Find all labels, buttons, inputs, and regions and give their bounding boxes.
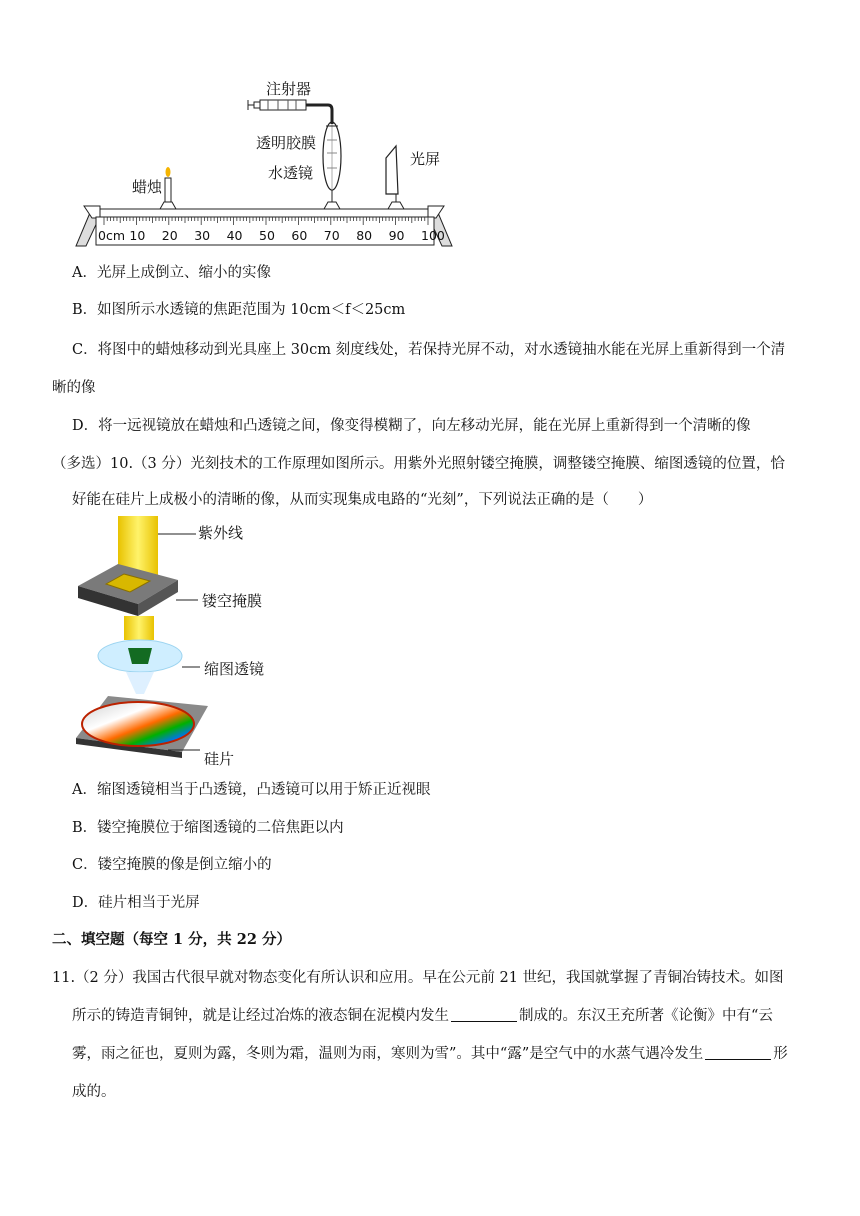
- ruler-tick-label: 60: [291, 228, 308, 243]
- q11-line3-text-a: 雾，雨之征也，夏则为露，冬则为霜，温则为雨，寒则为雪”。其中“露”是空气中的水蒸气遇冷发生: [72, 1046, 704, 1062]
- q11-blank-2[interactable]: [705, 1045, 771, 1060]
- q11-line2-text-a: 所示的铸造青铜钟，就是让经过冶炼的液态铜在泥模内发生: [72, 1008, 449, 1024]
- membrane-label: 透明胶膜: [256, 134, 317, 152]
- q11-blank-1[interactable]: [451, 1007, 517, 1022]
- ruler-tick-label: 100: [421, 228, 445, 243]
- q10-option-c: C．镂空掩膜的像是倒立缩小的: [72, 857, 272, 873]
- q11-line4: 成的。: [72, 1084, 116, 1100]
- syringe-label: 注射器: [266, 80, 312, 98]
- section-heading: 二、填空题（每空 1 分，共 22 分）: [52, 931, 291, 948]
- lithography-drawing: [68, 516, 298, 771]
- mask-label: 镂空掩膜: [202, 592, 263, 610]
- ruler-tick-label: 70: [323, 228, 340, 243]
- q10-option-a: A．缩图透镜相当于凸透镜，凸透镜可以用于矫正近视眼: [72, 782, 431, 798]
- wafer-label: 硅片: [204, 750, 235, 768]
- ruler-tick-label: 0cm: [98, 228, 126, 243]
- q9-option-c-line2: 晰的像: [52, 380, 96, 396]
- reduction-lens-label: 缩图透镜: [204, 660, 265, 678]
- q11-line3-text-b: 形: [773, 1046, 788, 1062]
- q9-option-b: B．如图所示水透镜的焦距范围为 10cm＜f＜25cm: [72, 302, 406, 318]
- q9-option-c-line1: C．将图中的蜡烛移动到光具座上 30cm 刻度线处，若保持光屏不动，对水透镜抽水能在光屏上重新得到一个清: [72, 342, 786, 358]
- q10-option-d: D．硅片相当于光屏: [72, 895, 200, 911]
- q11-line2: [72, 1006, 773, 1026]
- optical-bench-figure: [70, 78, 470, 253]
- ruler-tick-label: 50: [259, 228, 275, 243]
- q10-stem-line1: （多选）10.（3 分）光刻技术的工作原理如图所示。用紫外光照射镂空掩膜，调整镂空掩膜、缩图透镜的位置，恰: [52, 456, 785, 472]
- ruler-tick-label: 20: [161, 228, 178, 243]
- q10-option-b: B．镂空掩膜位于缩图透镜的二倍焦距以内: [72, 820, 344, 836]
- ruler-tick-label: 40: [226, 228, 243, 243]
- q11-line3: [72, 1044, 788, 1064]
- candle-label: 蜡烛: [132, 178, 163, 196]
- q10-stem-line2: 好能在硅片上成极小的清晰的像，从而实现集成电路的“光刻”，下列说法正确的是（ ）: [72, 492, 653, 508]
- screen-label: 光屏: [410, 150, 441, 168]
- ruler-tick-label: 10: [129, 228, 146, 243]
- lithography-figure: [68, 516, 298, 771]
- ruler-tick-label: 80: [356, 228, 373, 243]
- q9-option-d: D．将一远视镜放在蜡烛和凸透镜之间，像变得模糊了，向左移动光屏，能在光屏上重新得到一个清晰的像: [72, 418, 751, 434]
- ruler-tick-label: 90: [388, 228, 405, 243]
- uv-label: 紫外线: [198, 524, 244, 542]
- q9-option-a: A．光屏上成倒立、缩小的实像: [72, 265, 271, 281]
- q11-line1: 11.（2 分）我国古代很早就对物态变化有所认识和应用。早在公元前 21 世纪，我国就掌握了青铜冶铸技术。如图: [52, 970, 784, 986]
- q11-line2-text-b: 制成的。东汉王充所著《论衡》中有“云: [519, 1008, 773, 1024]
- water-lens-label: 水透镜: [268, 164, 314, 182]
- ruler-tick-label: 30: [194, 228, 211, 243]
